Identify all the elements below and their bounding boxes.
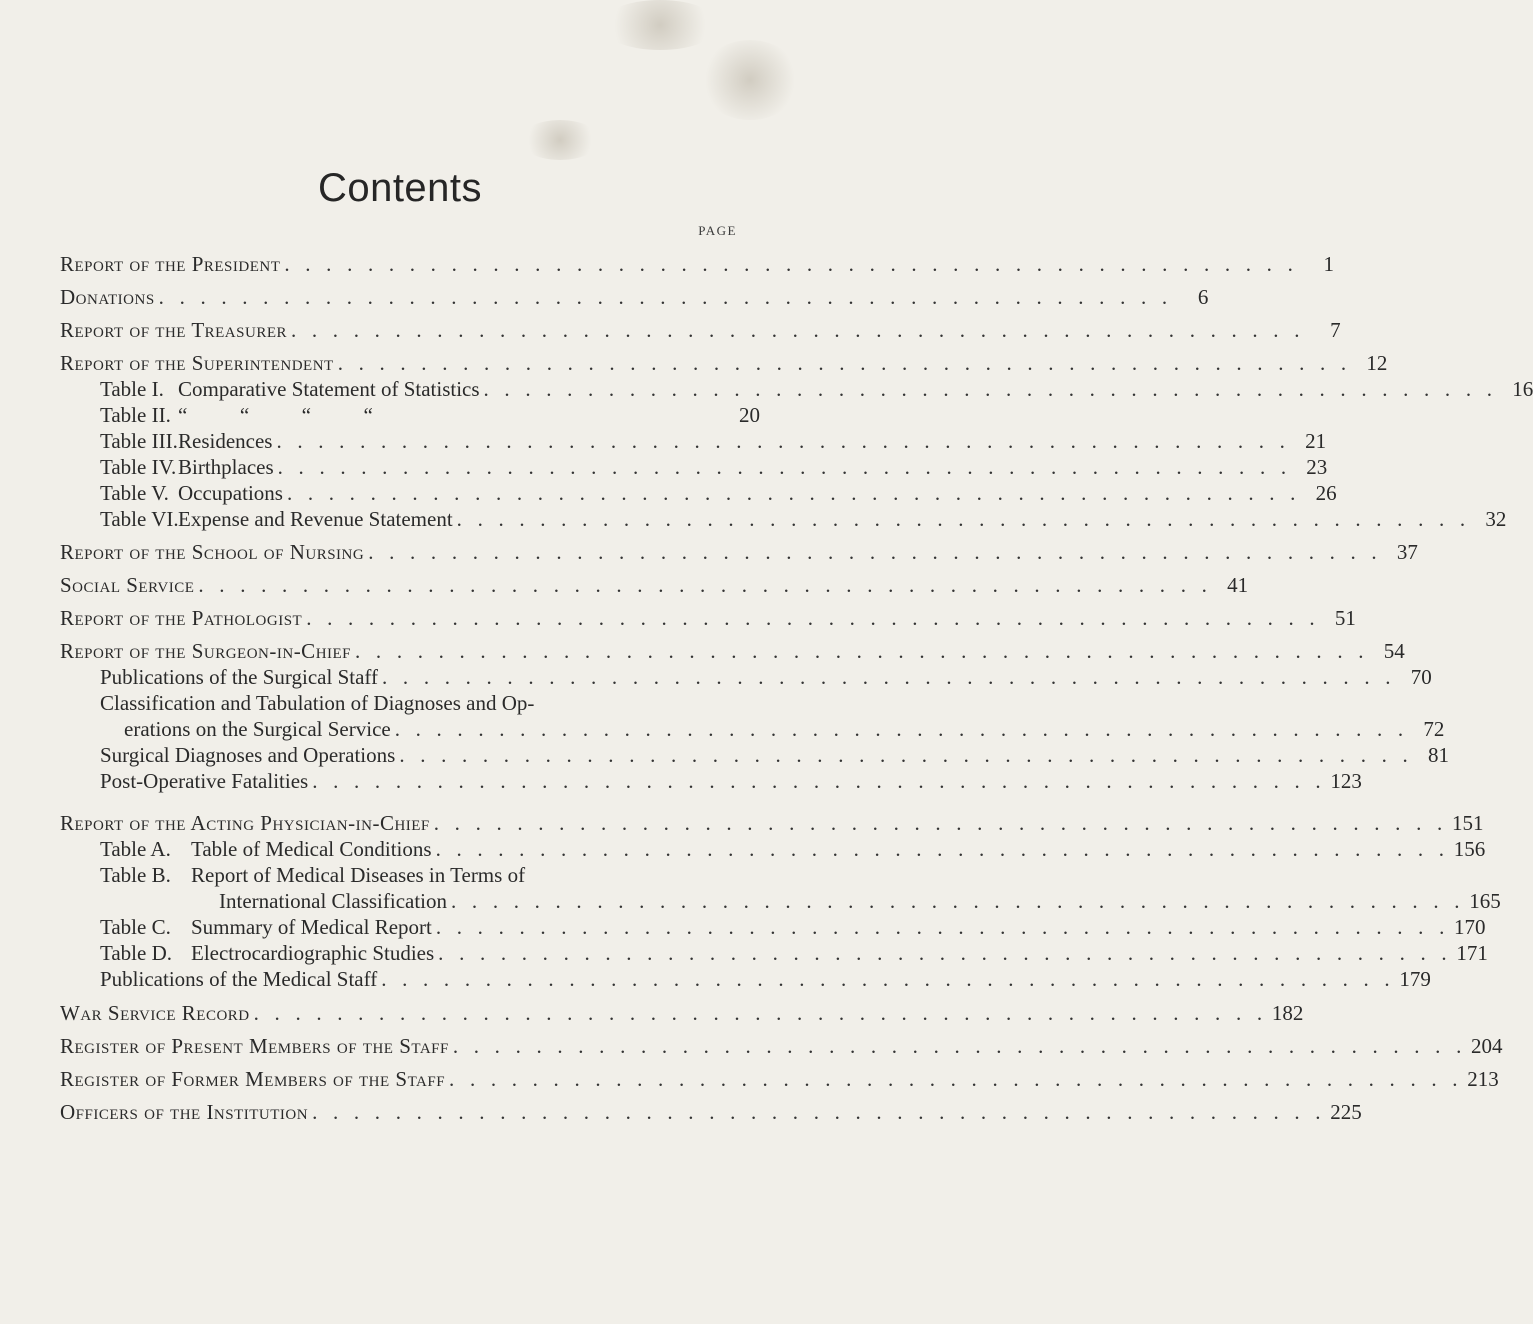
toc-page-number: 41: [1227, 573, 1249, 597]
table-number: Table IV.: [100, 455, 177, 479]
table-number: Table C.: [100, 915, 171, 939]
table-number: Table III.: [100, 429, 178, 453]
toc-subentry-table-ii: [100, 402, 760, 428]
table-title: Occupations: [178, 481, 283, 505]
toc-entry-label: Report of the Acting Physician-in-Chief: [60, 811, 430, 835]
toc-entry-president: [60, 251, 1335, 277]
dot-leader: . . . . . . . . . . . . . . . . . . . . . . . . . . . . . . . . . . . . . . . . . . . . . . . . .: [438, 941, 1452, 965]
toc-entry-label: [100, 836, 432, 862]
table-title: Birthplaces: [178, 455, 274, 479]
toc-entry-surgeon-in-chief: [60, 638, 1405, 664]
dot-leader: . . . . . . . . . . . . . . . . . . . . . . . . . . . . . . . . . . . . . . . . . . . . . . . . .: [284, 252, 1299, 276]
toc-page-number: 70: [1410, 665, 1432, 689]
paper-stain: [600, 0, 720, 50]
paper-stain: [520, 120, 600, 160]
toc-page-number: 165: [1469, 889, 1501, 913]
toc-page-number: 182: [1271, 1001, 1304, 1025]
toc-subentry-classification: [124, 716, 1445, 742]
toc-subentry-table-d: [100, 940, 1488, 966]
table-title: Summary of Medical Report: [191, 915, 432, 939]
table-title: Report of Medical Diseases in Terms of: [191, 863, 526, 887]
table-title: Comparative Statement of Statistics: [178, 377, 480, 401]
toc-page-number: 21: [1305, 429, 1327, 453]
toc-page-number: 6: [1197, 285, 1209, 309]
table-number: Table I.: [100, 377, 164, 401]
toc-entry-former-staff: [60, 1066, 1499, 1092]
toc-subentry-table-a: [100, 836, 1486, 862]
page-title: Contents: [317, 166, 483, 210]
toc-entry-label: Report of the School of Nursing: [60, 540, 365, 564]
toc-entry-label: Register of Former Members of the Staff: [60, 1067, 446, 1091]
toc-entry-label: Report of the Pathologist: [60, 606, 303, 630]
toc-entry-pathologist: [60, 605, 1356, 631]
table-number: Table V.: [100, 481, 169, 505]
dot-leader: . . . . . . . . . . . . . . . . . . . . . . . . . . . . . . . . . . . . . . . . . . . . . . . . .: [276, 429, 1291, 453]
toc-page-number: 225: [1330, 1100, 1362, 1124]
dot-leader: . . . . . . . . . . . . . . . . . . . . . . . . . . . . . . . . . . . . . . . . . . . . . . . . .: [337, 351, 1352, 375]
toc-subentry-table-iv: [100, 454, 1328, 480]
toc-page-number: 204: [1471, 1034, 1503, 1058]
toc-entry-school-of-nursing: [60, 539, 1418, 565]
table-number: Table II.: [100, 403, 171, 427]
toc-entry-social-service: [60, 572, 1249, 598]
toc-page-number: 1: [1323, 252, 1335, 276]
toc-entry-acting-physician: [60, 810, 1484, 836]
dot-leader: . . . . . . . . . . . . . . . . . . . . . . . . . . . . . . . . . . . . . . . . . . . . . . . . .: [286, 481, 1301, 505]
toc-page-number: 170: [1454, 915, 1486, 939]
toc-page-number: 213: [1467, 1067, 1499, 1091]
table-title: Expense and Revenue Statement: [178, 507, 453, 531]
table-number: Table D.: [100, 941, 173, 965]
dot-leader: . . . . . . . . . . . . . . . . . . . . . . . . . . . . . . . . . . . . . . . . . . . . . . . . .: [355, 639, 1369, 663]
dot-leader: . . . . . . . . . . . . . . . . . . . . . . . . . . . . . . . . . . . . . . . . . . . . . . . . .: [394, 717, 1409, 741]
toc-entry-label: [100, 428, 272, 454]
toc-page-number: 16: [1512, 377, 1533, 401]
toc-entry-label: Surgical Diagnoses and Operations: [100, 743, 396, 767]
dot-leader: . . . . . . . . . . . . . . . . . . . . . . . . . . . . . . . . . . . . . . . . . . . . . . . . .: [451, 889, 1465, 913]
toc-entry-label: International Classification: [219, 889, 448, 913]
toc-entry-label: Report of the Surgeon-in-Chief: [60, 639, 352, 663]
toc-subentry-surgical-publications: [100, 664, 1432, 690]
toc-page-number: 51: [1334, 606, 1356, 630]
paper-stain: [700, 40, 800, 120]
toc-page-number: 179: [1399, 967, 1431, 991]
toc-entry-label: Report of the Treasurer: [60, 318, 287, 342]
toc-entry-superintendent: [60, 350, 1388, 376]
toc-entry-label: Social Service: [60, 573, 195, 597]
dot-leader: . . . . . . . . . . . . . . . . . . . . . . . . . . . . . . . . . . . . . . . . . . . . . . . . .: [312, 1100, 1326, 1124]
toc-entry-label: [100, 454, 274, 480]
toc-entry-label: Officers of the Institution: [60, 1100, 309, 1124]
toc-entry-label: [100, 940, 434, 966]
table-number: Table A.: [100, 837, 171, 861]
toc-page-number: 20: [739, 403, 760, 427]
table-title: Table of Medical Conditions: [191, 837, 432, 861]
toc-entry-label: [100, 402, 373, 428]
toc-subentry-table-b: [219, 888, 1501, 914]
toc-subentry-table-i: [100, 376, 1533, 402]
toc-page-number: 171: [1456, 941, 1488, 965]
dot-leader: . . . . . . . . . . . . . . . . . . . . . . . . . . . . . . . . . . . . . . . . . . . . . . . . .: [456, 507, 1471, 531]
toc-entry-label: Report of the President: [60, 252, 281, 276]
toc-entry-label: War Service Record: [60, 1001, 250, 1025]
dot-leader: . . . . . . . . . . . . . . . . . . . . . . . . . . . . . . . . . . . . . . . . . . . . . . . . .: [158, 285, 1173, 309]
toc-page-number: 32: [1485, 507, 1507, 531]
toc-subentry-classification-line1: Classification and Tabulation of Diagnoses and Op-: [100, 691, 535, 715]
toc-entry-treasurer: [60, 317, 1341, 343]
toc-page-number: 123: [1330, 769, 1362, 793]
toc-entry-label: erations on the Surgical Service: [124, 717, 391, 741]
page-column-label: PAGE: [698, 223, 737, 238]
toc-page-number: 37: [1396, 540, 1418, 564]
toc-entry-label: [100, 480, 283, 506]
toc-subentry-table-b-line1: [100, 862, 525, 888]
toc-entry-label: Publications of the Medical Staff: [100, 967, 378, 991]
toc-page-number: 7: [1330, 318, 1341, 342]
dot-leader: . . . . . . . . . . . . . . . . . . . . . . . . . . . . . . . . . . . . . . . . . . . . . . . . .: [399, 743, 1413, 767]
table-title: Electrocardiographic Studies: [191, 941, 435, 965]
dot-leader: . . . . . . . . . . . . . . . . . . . . . . . . . . . . . . . . . . . . . . . . . . . . . . . . .: [368, 540, 1382, 564]
toc-entry-label: [100, 506, 453, 532]
toc-entry-label: Register of Present Members of the Staff: [60, 1034, 449, 1058]
toc-entry-label: [100, 914, 432, 940]
toc-subentry-post-operative: [100, 768, 1362, 794]
toc-page-number: 151: [1451, 811, 1484, 835]
dot-leader: . . . . . . . . . . . . . . . . . . . . . . . . . . . . . . . . . . . . . . . . . . . . . . . . .: [452, 1034, 1467, 1058]
toc-entry-donations: [60, 284, 1209, 310]
toc-entry-present-staff: [60, 1033, 1503, 1059]
dot-leader: . . . . . . . . . . . . . . . . . . . . . . . . . . . . . . . . . . . . . . . . . . . . . . . . .: [198, 573, 1213, 597]
toc-entry-label: [100, 376, 480, 402]
toc-page-number: 23: [1306, 455, 1328, 479]
dot-leader: . . . . . . . . . . . . . . . . . . . . . . . . . . . . . . . . . . . . . . . . . . . . . . . . .: [381, 967, 1395, 991]
toc-subentry-table-vi: [100, 506, 1507, 532]
toc-subentry-table-v: [100, 480, 1337, 506]
toc-subentry-table-iii: [100, 428, 1327, 454]
dot-leader: . . . . . . . . . . . . . . . . . . . . . . . . . . . . . . . . . . . . . . . . . . . . . . . . .: [312, 769, 1326, 793]
dot-leader: . . . . . . . . . . . . . . . . . . . . . . . . . . . . . . . . . . . . . . . . . . . . . . . . .: [433, 811, 1448, 835]
table-title: Residences: [178, 429, 273, 453]
dot-leader: . . . . . . . . . . . . . . . . . . . . . . . . . . . . . . . . . . . . . . . . . . . . . . . . .: [435, 837, 1450, 861]
dot-leader: . . . . . . . . . . . . . . . . . . . . . . . . . . . . . . . . . . . . . . . . . . . . . . . . .: [306, 606, 1320, 630]
toc-subentry-surgical-diagnoses: [100, 742, 1449, 768]
table-number: Table B.: [100, 863, 171, 887]
dot-leader: . . . . . . . . . . . . . . . . . . . . . . . . . . . . . . . . . . . . . . . . . . . . . . . . .: [277, 455, 1292, 479]
dot-leader: . . . . . . . . . . . . . . . . . . . . . . . . . . . . . . . . . . . . . . . . . . . . . . . . .: [382, 665, 1396, 689]
toc-page-number: 26: [1315, 481, 1337, 505]
toc-entry-officers: [60, 1099, 1362, 1125]
toc-page-number: 72: [1423, 717, 1445, 741]
dot-leader: . . . . . . . . . . . . . . . . . . . . . . . . . . . . . . . . . . . . . . . . . . . . . . . . .: [449, 1067, 1463, 1091]
dot-leader: . . . . . . . . . . . . . . . . . . . . . . . . . . . . . . . . . . . . . . . . . . . . . . . . .: [435, 915, 1450, 939]
toc-page-number: 54: [1383, 639, 1405, 663]
dot-leader: . . . . . . . . . . . . . . . . . . . . . . . . . . . . . . . . . . . . . . . . . . . . . . . . .: [483, 377, 1498, 401]
toc-subentry-medical-publications: [100, 966, 1431, 992]
toc-entry-label: Post-Operative Fatalities: [100, 769, 309, 793]
toc-entry-label: Publications of the Surgical Staff: [100, 665, 379, 689]
toc-entry-war-service: [60, 1000, 1304, 1026]
toc-subentry-table-c: [100, 914, 1486, 940]
toc-page-number: 12: [1366, 351, 1388, 375]
toc-entry-label: Report of the Superintendent: [60, 351, 334, 375]
toc-page-number: 156: [1453, 837, 1486, 861]
ditto-marks: “ “ “ “: [178, 403, 373, 427]
table-number: Table VI.: [100, 507, 179, 531]
dot-leader: . . . . . . . . . . . . . . . . . . . . . . . . . . . . . . . . . . . . . . . . . . . . . . . . .: [291, 318, 1305, 342]
toc-entry-label: Donations: [60, 285, 155, 309]
dot-leader: . . . . . . . . . . . . . . . . . . . . . . . . . . . . . . . . . . . . . . . . . . . . . . . . .: [253, 1001, 1268, 1025]
toc-page-number: 81: [1427, 743, 1449, 767]
